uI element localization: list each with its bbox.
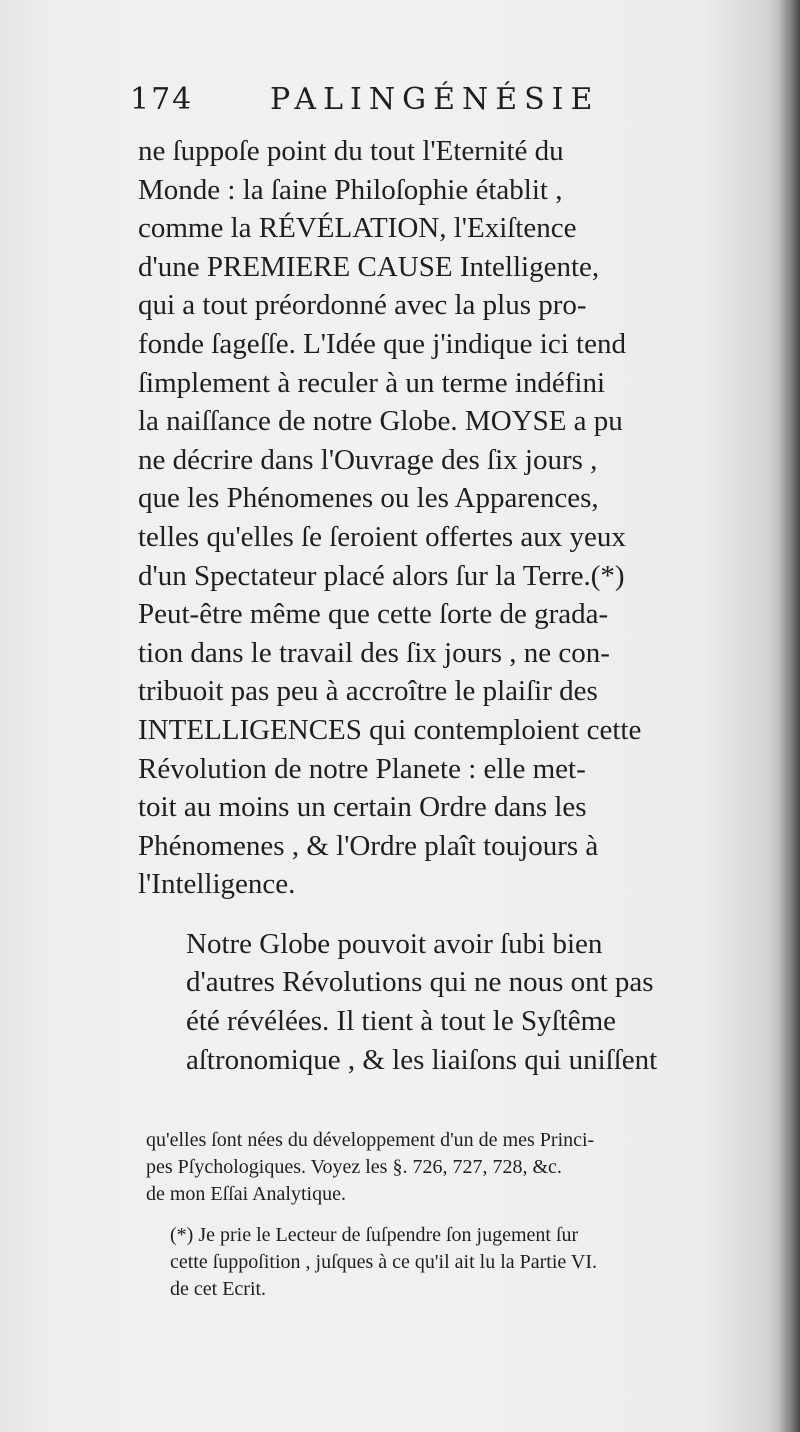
footnote-line: cette ſuppoſition , juſques à ce qu'il ait lu la Partie VI.	[170, 1251, 598, 1273]
page-number: 174	[130, 82, 194, 117]
text-line: ne décrire dans l'Ouvrage des ſix jours ,	[138, 443, 598, 476]
text-line: Notre Globe pouvoit avoir ſubi bien	[186, 927, 603, 960]
page-header	[130, 82, 670, 122]
text-line: Phénomenes , & l'Ordre plaît toujours à	[138, 829, 599, 862]
text-line: aſtronomique , & les liaiſons qui uniſſent	[186, 1043, 658, 1076]
text-line: tion dans le travail des ſix jours , ne con-	[138, 636, 610, 669]
text-line: été révélées. Il tient à tout le Syſtême	[186, 1005, 617, 1038]
page-edge-shadow	[778, 0, 800, 1432]
text-line: INTELLIGENCES qui contemploient cette	[138, 713, 642, 746]
text-line: telles qu'elles ſe ſeroient offertes aux yeux	[138, 520, 626, 553]
text-line: qui a tout préordonné avec la plus pro-	[138, 289, 587, 322]
footnote-line: de cet Ecrit.	[170, 1278, 267, 1300]
running-head: PALINGÉNÉSIE	[270, 82, 600, 117]
text-line: Révolution de notre Planete : elle met-	[138, 752, 586, 785]
text-line: que les Phénomenes ou les Apparences,	[138, 482, 599, 515]
footnote-line: pes Pſychologiques. Voyez les §. 726, 727, 728, &c.	[146, 1156, 562, 1178]
text-line: toit au moins un certain Ordre dans les	[138, 791, 587, 824]
footnote-asterisk	[146, 1222, 764, 1303]
text-line: fonde ſageſſe. L'Idée que j'indique ici tend	[138, 327, 626, 360]
text-line: comme la RÉVÉLATION, l'Exiſtence	[138, 212, 577, 245]
text-line: Monde : la ſaine Philoſophie établit ,	[138, 173, 563, 206]
footnote-continuation	[146, 1127, 764, 1208]
text-line: ne ſuppoſe point du tout l'Eternité du	[138, 135, 564, 167]
text-line: d'un Spectateur placé alors ſur la Terre.(*)	[138, 559, 625, 592]
main-text	[138, 132, 760, 1079]
text-line: la naiſſance de notre Globe. MOYSE a pu	[138, 405, 623, 438]
footnote-line: qu'elles ſont nées du développement d'un de mes Princi-	[146, 1129, 595, 1151]
text-line: d'une PREMIERE CAUSE Intelligente,	[138, 250, 600, 283]
paragraph-2	[138, 925, 760, 1079]
footnotes	[146, 1127, 764, 1303]
paragraph-1	[138, 132, 760, 904]
text-line: tribuoit pas peu à accroître le plaiſir des	[138, 675, 598, 708]
text-line: d'autres Révolutions qui ne nous ont pas	[186, 966, 654, 999]
text-line: Peut-être même que cette ſorte de grada-	[138, 598, 609, 631]
footnote-line: (*) Je prie le Lecteur de ſuſpendre ſon jugement ſur	[170, 1224, 579, 1246]
text-line: l'Intelligence.	[138, 868, 296, 901]
footnote-line: de mon Eſſai Analytique.	[146, 1183, 346, 1205]
text-line: ſimplement à reculer à un terme indéfini	[138, 366, 606, 399]
